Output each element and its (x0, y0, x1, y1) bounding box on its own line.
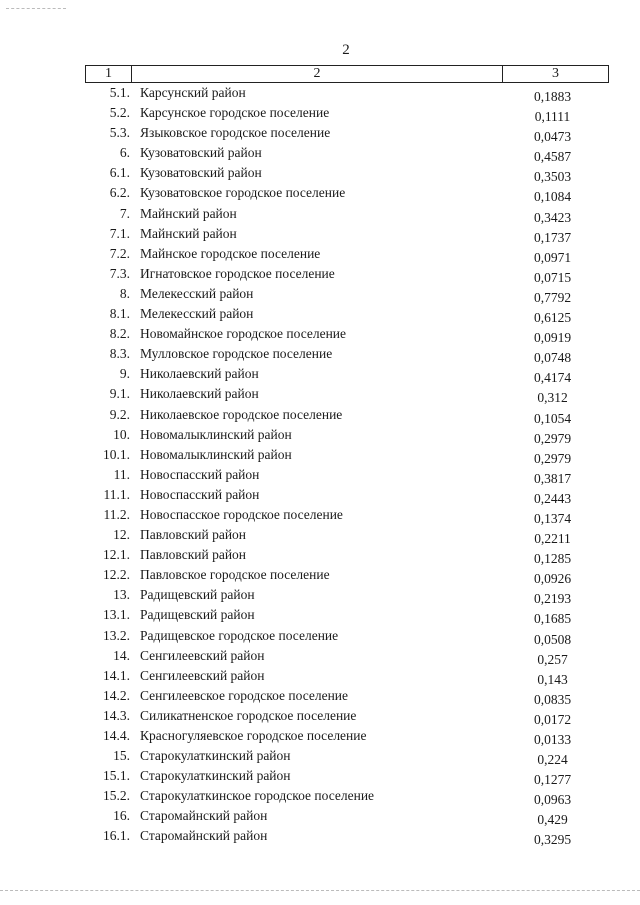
row-name: Игнатовское городское поселение (140, 265, 335, 281)
row-name: Радищевский район (140, 587, 255, 603)
row-number: 13. (113, 587, 130, 603)
row-name: Николаевский район (140, 386, 259, 402)
row-number: 6. (119, 145, 130, 161)
table-row (85, 365, 605, 385)
row-value: 0,1685 (533, 611, 572, 627)
row-value: 0,1054 (533, 410, 572, 426)
row-name: Майнское городское поселение (140, 245, 321, 261)
row-number: 12. (113, 527, 130, 543)
row-name: Языковское городское поселение (140, 125, 331, 141)
row-number: 9. (119, 366, 130, 382)
table-row (85, 205, 605, 225)
row-value: 0,0133 (533, 732, 572, 747)
row-number: 8.2. (109, 326, 130, 342)
row-name: Сенгилеевское городское поселение (140, 687, 349, 703)
table-row (85, 305, 605, 325)
table-row (85, 164, 605, 184)
row-name: Павловский район (140, 527, 247, 543)
row-number: 11. (113, 466, 130, 482)
row-number: 10. (113, 426, 130, 442)
row-value: 0,0835 (533, 691, 572, 707)
row-name: Сенгилеевский район (140, 667, 265, 683)
row-number: 10.1. (103, 446, 130, 462)
row-value: 0,257 (537, 651, 568, 667)
row-value: 0,224 (537, 752, 568, 768)
row-name: Карсунское городское поселение (140, 105, 330, 121)
row-number: 13.2. (103, 627, 130, 643)
row-number: 11.1. (103, 486, 130, 502)
table-row (85, 586, 605, 606)
row-name: Силикатненское городское поселение (140, 707, 357, 723)
row-name: Мелекесский район (140, 285, 254, 301)
row-number: 5.2. (109, 105, 130, 121)
header-col-2: 2 (132, 66, 503, 83)
row-value: 0,0172 (533, 711, 572, 727)
row-value: 0,3817 (533, 470, 572, 486)
table-row (85, 707, 605, 727)
row-number: 12.2. (103, 567, 130, 583)
row-number: 14.1. (103, 667, 130, 683)
row-value: 0,0715 (533, 269, 572, 285)
row-number: 7. (119, 205, 130, 221)
row-name: Новомалыклинский район (140, 426, 292, 442)
row-name: Новомалыклинский район (140, 446, 292, 462)
table-body (85, 84, 605, 848)
row-value: 0,1374 (533, 510, 572, 526)
table-row (85, 265, 605, 285)
row-name: Николаевское городское поселение (140, 406, 343, 422)
row-value: 0,143 (537, 671, 568, 687)
row-name: Старокулаткинское городское поселение (140, 788, 375, 804)
row-name: Павловский район (140, 547, 247, 563)
scan-edge-mark (6, 8, 66, 9)
row-value: 0,4174 (533, 370, 572, 386)
table-row (85, 727, 605, 747)
table-row (85, 566, 605, 586)
row-value: 0,1111 (534, 109, 571, 125)
row-value: 0,1084 (533, 189, 572, 205)
row-number: 11.2. (103, 506, 130, 522)
row-name: Старомайнский район (140, 828, 268, 844)
table-row (85, 245, 605, 265)
row-name: Сенгилеевский район (140, 647, 265, 663)
table-row (85, 124, 605, 144)
row-value: 0,3295 (533, 832, 572, 848)
table-row (85, 747, 605, 767)
row-number: 8.1. (109, 306, 130, 322)
table-row (85, 426, 605, 446)
row-value: 0,7792 (533, 289, 572, 305)
page-number: 2 (342, 42, 350, 58)
row-number: 6.2. (109, 185, 130, 201)
row-number: 7.2. (109, 245, 130, 261)
row-value: 0,2211 (534, 531, 571, 547)
row-number: 14.2. (103, 687, 130, 703)
table-row (85, 345, 605, 365)
table-header (85, 65, 609, 83)
row-value: 0,2193 (533, 591, 572, 607)
table-row (85, 526, 605, 546)
row-number: 14.3. (103, 707, 130, 723)
row-name: Радищевский район (140, 607, 255, 623)
table-row (85, 385, 605, 405)
row-value: 0,0926 (533, 571, 572, 587)
row-number: 6.1. (109, 165, 130, 181)
table-row (85, 406, 605, 426)
row-name: Новоспасский район (140, 466, 260, 482)
row-number: 14.4. (103, 728, 130, 743)
table-row (85, 446, 605, 466)
table-row (85, 84, 605, 104)
row-value: 0,1883 (533, 89, 572, 104)
table-row (85, 807, 605, 827)
row-value: 0,0473 (533, 129, 572, 145)
row-number: 5.3. (109, 125, 130, 141)
row-value: 0,6125 (533, 310, 572, 326)
row-value: 0,1285 (533, 551, 572, 567)
table-row (85, 466, 605, 486)
row-value: 0,0919 (533, 330, 572, 346)
row-number: 7.1. (109, 225, 130, 241)
table-row (85, 787, 605, 807)
row-number: 12.1. (103, 547, 130, 563)
table-row (85, 827, 605, 847)
table-row (85, 486, 605, 506)
row-value: 0,1737 (533, 229, 572, 245)
table-row (85, 184, 605, 204)
row-value: 0,4587 (533, 149, 572, 165)
table-row (85, 144, 605, 164)
row-number: 5.1. (109, 85, 130, 100)
row-value: 0,3423 (533, 209, 572, 225)
row-name: Красногуляевское городское поселение (140, 728, 367, 743)
row-name: Новоспасский район (140, 486, 260, 502)
row-name: Старомайнский район (140, 808, 268, 824)
row-name: Старокулаткинский район (140, 748, 291, 764)
row-number: 16. (113, 808, 130, 824)
row-value: 0,2979 (533, 430, 572, 446)
table-row (85, 325, 605, 345)
scan-footer-line (0, 890, 640, 891)
row-number: 7.3. (109, 265, 130, 281)
row-value: 0,312 (537, 390, 568, 406)
row-value: 0,0971 (533, 249, 572, 265)
table-row (85, 767, 605, 787)
row-name: Павловское городское поселение (140, 567, 330, 583)
table-row (85, 546, 605, 566)
row-number: 8.3. (109, 346, 130, 362)
table-row (85, 667, 605, 687)
row-number: 15.2. (103, 788, 130, 804)
row-name: Карсунский район (140, 85, 246, 100)
row-name: Новоспасское городское поселение (140, 506, 343, 522)
row-value: 0,2979 (533, 450, 572, 466)
table-row (85, 104, 605, 124)
row-number: 9.2. (109, 406, 130, 422)
row-name: Новомайнское городское поселение (140, 326, 347, 342)
row-number: 15. (113, 748, 130, 764)
row-name: Старокулаткинский район (140, 768, 291, 784)
row-name: Кузоватовский район (140, 165, 262, 181)
row-number: 8. (119, 285, 130, 301)
header-col-3: 3 (503, 66, 609, 83)
row-value: 0,3503 (533, 169, 572, 185)
row-value: 0,0508 (533, 631, 572, 647)
row-value: 0,429 (537, 812, 568, 828)
row-value: 0,2443 (533, 490, 572, 506)
row-number: 13.1. (103, 607, 130, 623)
row-value: 0,0963 (533, 792, 572, 808)
row-number: 9.1. (109, 386, 130, 402)
header-col-1: 1 (86, 66, 132, 83)
row-name: Кузоватовский район (140, 145, 262, 161)
row-value: 0,1277 (533, 772, 572, 788)
row-name: Радищевское городское поселение (140, 627, 339, 643)
row-name: Мулловское городское поселение (140, 346, 333, 362)
row-name: Майнский район (140, 205, 237, 221)
table-row (85, 506, 605, 526)
row-name: Кузоватовское городское поселение (140, 185, 346, 201)
table-row (85, 285, 605, 305)
table-row (85, 687, 605, 707)
table-row (85, 606, 605, 626)
table-row (85, 225, 605, 245)
row-number: 16.1. (103, 828, 130, 844)
row-name: Николаевский район (140, 366, 259, 382)
row-name: Мелекесский район (140, 306, 254, 322)
row-number: 15.1. (103, 768, 130, 784)
table-row (85, 627, 605, 647)
table-row (85, 647, 605, 667)
row-number: 14. (113, 647, 130, 663)
header-row (86, 66, 609, 83)
row-name: Майнский район (140, 225, 237, 241)
row-value: 0,0748 (533, 350, 572, 366)
